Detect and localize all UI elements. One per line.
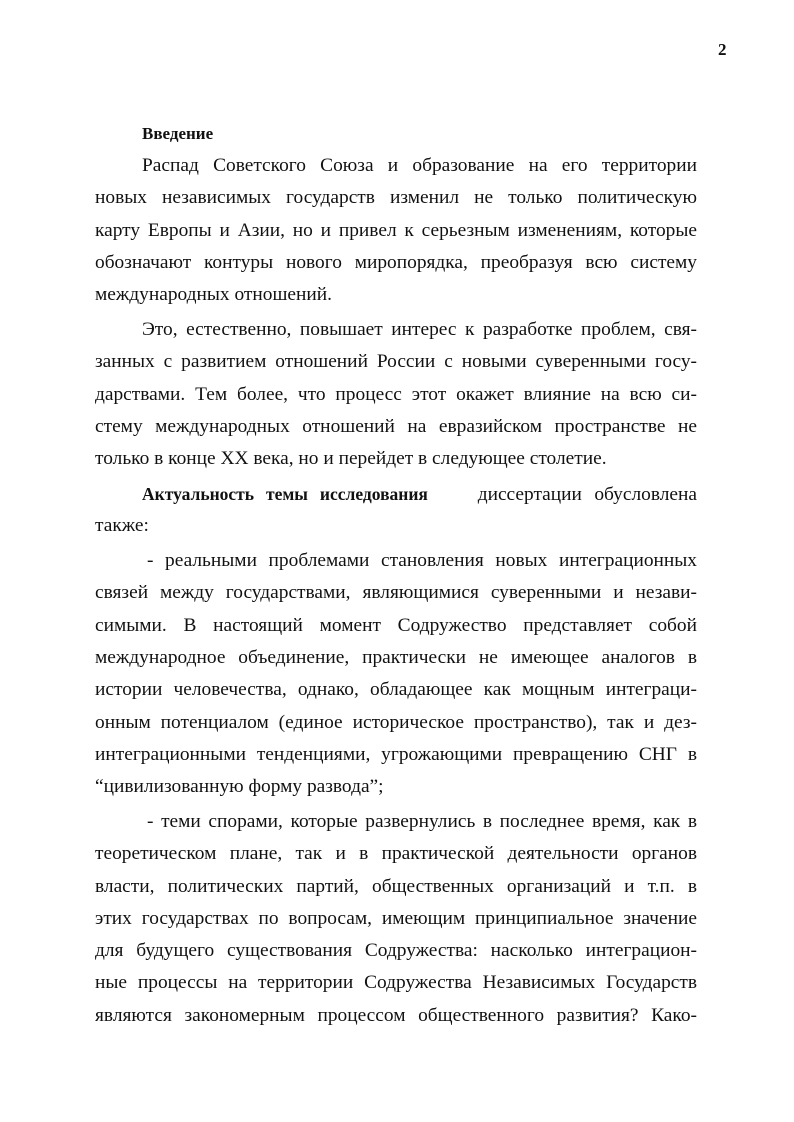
text-line: власти, политических партий, общественных организаций и т.п. в	[95, 875, 697, 897]
text-line: Это, естественно, повышает интерес к разработке проблем, свя-	[142, 318, 697, 340]
page-number: 2	[718, 40, 727, 59]
text-line: интеграционными тенденциями, угрожающими превращению СНГ в	[95, 743, 697, 765]
paragraph-relevance	[95, 478, 697, 543]
section-heading: Введение	[142, 124, 214, 143]
text-line	[95, 478, 697, 510]
text-line: занных с развитием отношений России с новыми суверенными госу-	[95, 351, 697, 373]
text-line: - теми спорами, которые развернулись в последнее время, как в	[147, 810, 697, 832]
text-line: стему международных отношений на евразийском пространстве не	[95, 415, 697, 437]
text-line: новых независимых государств изменил не только политическую	[95, 187, 697, 209]
text-line: этих государствах по вопросам, имеющим принципиальное значение	[95, 907, 697, 929]
text-line: являются закономерным процессом общественного развития? Како-	[95, 1004, 697, 1026]
text-line: ные процессы на территории Содружества Независимых Государств	[95, 972, 697, 994]
relevance-bold-text: Актуальность темы исследования	[142, 483, 428, 504]
text-line: истории человечества, однако, обладающее как мощным интеграци-	[95, 679, 697, 701]
text-line: связей между государствами, являющимися суверенными и незави-	[95, 582, 697, 604]
bullet-item-disputes	[95, 806, 697, 1032]
text-line: “цивилизованную форму развода”;	[95, 776, 384, 798]
text-line: онным потенциалом (единое историческое пространство), так и дез-	[95, 711, 697, 733]
relevance-rest-text: диссертации обусловлена	[477, 483, 698, 505]
text-line: обозначают контуры нового миропорядка, преобразуя всю систему	[95, 251, 697, 273]
text-line: только в конце XX века, но и перейдет в следующее столетие.	[95, 448, 607, 470]
document-body	[95, 118, 697, 1035]
text-line: - реальными проблемами становления новых интеграционных	[147, 550, 697, 572]
text-line: для будущего существования Содружества: насколько интеграцион-	[95, 940, 697, 962]
text-line: также:	[95, 515, 149, 537]
text-line: дарствами. Тем более, что процесс этот окажет влияние на всю си-	[95, 383, 697, 405]
text-line: карту Европы и Азии, но и привел к серьезным изменениям, которые	[95, 219, 697, 241]
text-line: международное объединение, практически не имеющее аналогов в	[95, 646, 697, 668]
text-line: симыми. В настоящий момент Содружество представляет собой	[95, 614, 697, 636]
text-line: международных отношений.	[95, 284, 332, 306]
text-line: теоретическом плане, так и в практической деятельности органов	[95, 843, 697, 865]
paragraph-interest	[95, 314, 697, 475]
bullet-item-problems	[95, 545, 697, 803]
paragraph-intro	[95, 150, 697, 311]
text-line: Распад Советского Союза и образование на его территории	[142, 155, 697, 176]
